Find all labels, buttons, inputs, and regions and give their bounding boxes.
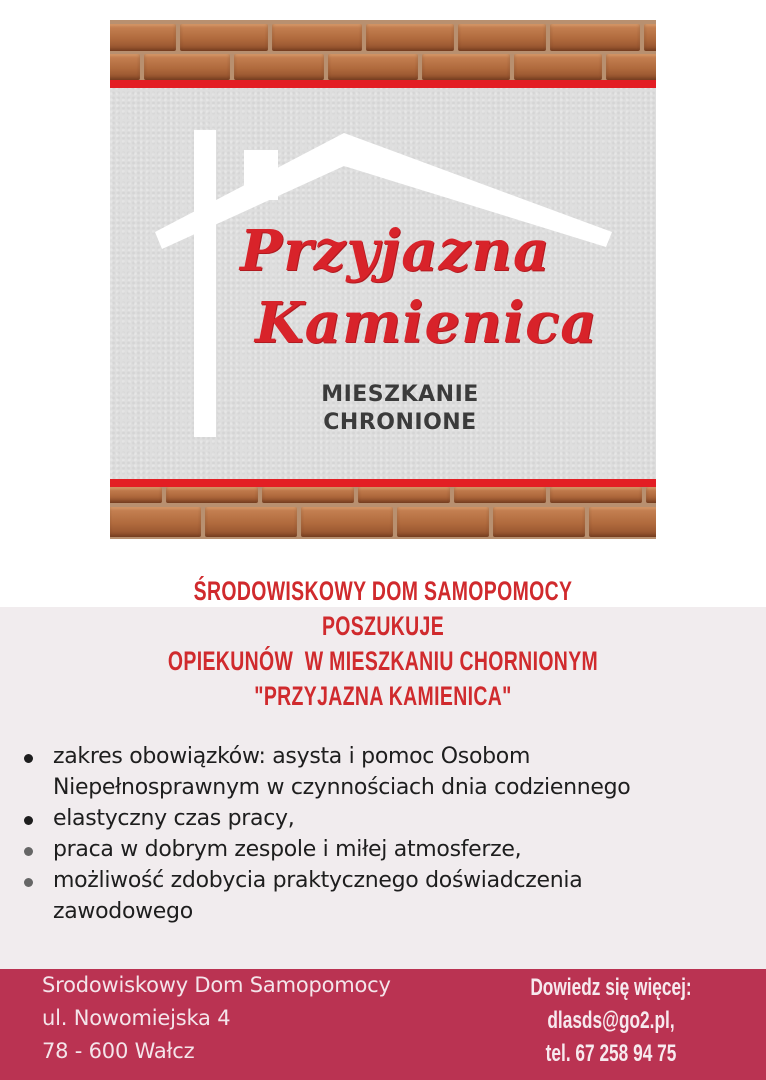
logo-subtitle-line-1: MIESZKANIE xyxy=(321,382,479,407)
list-item: możliwość zdobycia praktycznego doświadczenia zawodowego xyxy=(22,865,742,927)
bullet-icon xyxy=(24,816,33,825)
headline xyxy=(107,574,659,714)
red-stripe-bottom xyxy=(110,479,656,487)
benefits-list xyxy=(22,741,742,927)
brick-band-bottom xyxy=(110,487,656,539)
address-city: 78 - 600 Wałcz xyxy=(42,1039,195,1063)
logo-script-line-2: Kamienica xyxy=(255,290,598,356)
list-item: praca w dobrym zespole i miłej atmosferze, xyxy=(22,834,742,865)
contact-heading: Dowiedz się więcej: xyxy=(530,974,692,1001)
bullet-icon xyxy=(24,754,33,763)
headline-line-4: "PRZYJAZNA KAMIENICA" xyxy=(254,681,512,711)
address-street: ul. Nowomiejska 4 xyxy=(42,1006,231,1030)
contact-phone[interactable]: tel. 67 258 94 75 xyxy=(545,1040,677,1067)
address-org-name: Srodowiskowy Dom Samopomocy xyxy=(42,973,391,997)
footer xyxy=(0,969,766,1080)
headline-line-3: OPIEKUNÓW W MIESZKANIU CHORNIONYM xyxy=(167,646,599,676)
logo-card xyxy=(110,20,656,539)
bullet-icon xyxy=(24,847,33,856)
contact-block xyxy=(528,971,694,1070)
logo-script-line-1: Przyjazna xyxy=(240,218,551,284)
list-item: zakres obowiązków: asysta i pomoc Osobom Niepełnosprawnym w czynnościach dnia codziennego xyxy=(22,741,742,803)
headline-line-2: POSZUKUJE xyxy=(321,611,445,641)
logo-subtitle-line-2: CHRONIONE xyxy=(323,410,477,435)
list-item: elastyczny czas pracy, xyxy=(22,803,742,834)
bullet-icon xyxy=(24,878,33,887)
headline-line-1: ŚRODOWISKOWY DOM SAMOPOMOCY xyxy=(193,576,573,606)
address-block xyxy=(42,969,391,1068)
contact-email[interactable]: dlasds@go2.pl, xyxy=(547,1007,675,1034)
